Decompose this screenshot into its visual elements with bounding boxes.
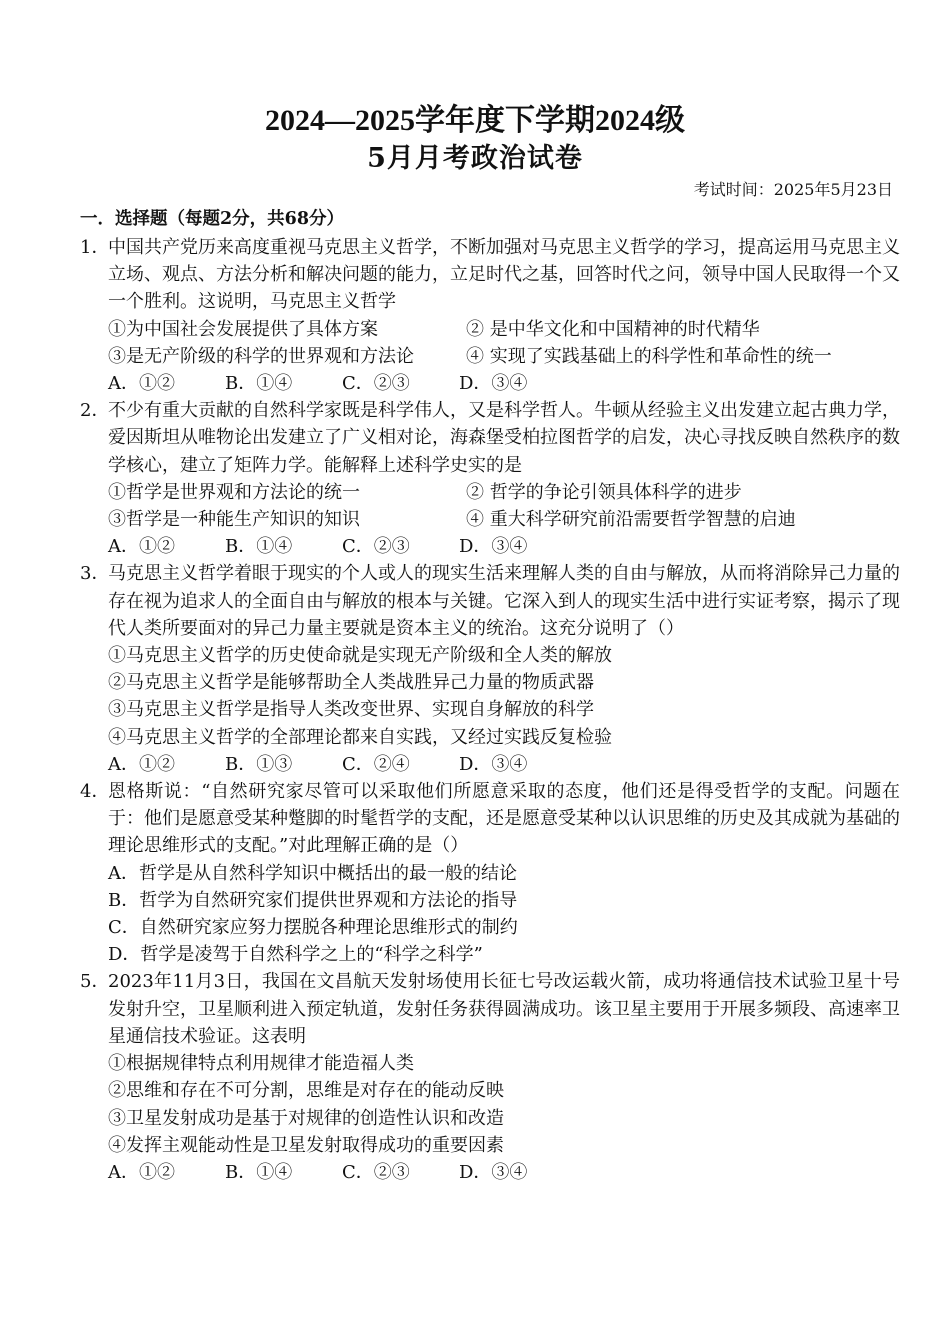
statement-options: [80, 642, 900, 751]
question-number: 3．: [80, 563, 110, 585]
statement-option: ③卫星发射成功是基于对规律的创造性认识和改造: [108, 1107, 504, 1129]
statement-option: ② 哲学的争论引领具体科学的进步: [466, 481, 742, 503]
question-text: 不少有重大贡献的自然科学家既是科学伟人，又是科学哲人。牛顿从经验主义出发建立起古典力学，爱因斯坦从唯物论出发建立了广义相对论，海森堡受柏拉图哲学的启发，决心寻找反映自然秩序的数学核心，建立了矩阵力学。能解释上述科学史实的是: [108, 400, 900, 476]
statement-option: ③哲学是一种能生产知识的知识: [108, 509, 360, 531]
statement-option: ③是无产阶级的科学的世界观和方法论: [108, 345, 414, 367]
answer-choice-a: A．①②: [108, 1161, 175, 1183]
answer-choice-a: A．①②: [108, 536, 175, 558]
exam-subtitle: 5月月考政治试卷: [367, 143, 583, 174]
answer-choices: [80, 533, 900, 560]
question-text: 恩格斯说：“自然研究家尽管可以采取他们所愿意采取的态度，他们还是得受哲学的支配。问题在于：他们是愿意受某种蹩脚的时髦哲学的支配，还是愿意受某种以认识思维的历史及其成就为基础的理论思维形式的支配。”对此理解正确的是（）: [108, 781, 900, 857]
question-5: [80, 968, 900, 1186]
statement-options: [80, 479, 900, 533]
answer-choice-d: D．哲学是凌驾于自然科学之上的“科学之科学”: [108, 944, 483, 966]
question-number: 1．: [80, 237, 110, 258]
answer-choice-c: C．②③: [342, 536, 410, 558]
statement-option: ①根据规律特点利用规律才能造福人类: [108, 1053, 414, 1075]
answer-choice-d: D．③④: [459, 536, 528, 558]
answer-choice-b: B．①④: [225, 373, 293, 395]
answer-choice-b: B．①④: [225, 1161, 293, 1183]
answer-choice-b: B．①④: [225, 536, 293, 558]
question-text: 中国共产党历来高度重视马克思主义哲学，不断加强对马克思主义哲学的学习，提高运用马克思主义立场、观点、方法分析和解决问题的能力，立足时代之基，回答时代之问，领导中国人民取得一个又一个胜利。这说明，马克思主义哲学: [108, 237, 900, 313]
exam-title: 2024—2025学年度下学期2024级: [265, 104, 685, 137]
answer-choice-c: C．②③: [342, 373, 410, 395]
answer-choice-d: D．③④: [459, 373, 528, 395]
answer-choice-a: A．①②: [108, 373, 175, 395]
statement-option: ④ 实现了实践基础上的科学性和革命性的统一: [466, 345, 832, 367]
answer-choice-c: C．自然研究家应努力摆脱各种理论思维形式的制约: [108, 917, 518, 939]
exam-time: 考试时间：2025年5月23日: [693, 180, 893, 199]
statement-option: ④发挥主观能动性是卫星发射取得成功的重要因素: [108, 1134, 504, 1156]
statement-options: [80, 316, 900, 370]
answer-choice-c: C．②③: [342, 1161, 410, 1183]
statement-options: [80, 1050, 900, 1159]
statement-option: ② 是中华文化和中国精神的时代精华: [466, 318, 760, 340]
question-number: 2．: [80, 400, 110, 422]
answer-choice-d: D．③④: [459, 753, 528, 775]
question-3: [80, 560, 900, 778]
answer-choices: [80, 1159, 900, 1186]
answer-choices: [80, 370, 900, 397]
question-number: 4．: [80, 781, 110, 803]
statement-option: ②思维和存在不可分割，思维是对存在的能动反映: [108, 1080, 504, 1102]
statement-option: ①马克思主义哲学的历史使命就是实现无产阶级和全人类的解放: [108, 645, 612, 667]
answer-choices: [80, 751, 900, 778]
section-title: 一．选择题（每题2分，共68分）: [80, 209, 345, 229]
question-text: 马克思主义哲学着眼于现实的个人或人的现实生活来理解人类的自由与解放，从而将消除异己力量的存在视为追求人的全面自由与解放的根本与关键。它深入到人的现实生活中进行实证考察，揭示了现代人类所要面对的异己力量主要就是资本主义的统治。这充分说明了（）: [108, 563, 900, 639]
statement-option: ②马克思主义哲学是能够帮助全人类战胜异己力量的物质武器: [108, 672, 594, 694]
question-stem: [80, 968, 900, 1050]
question-stem: [80, 560, 900, 642]
statement-option: ①为中国社会发展提供了具体方案: [108, 318, 378, 340]
answer-choice-a: A．哲学是从自然科学知识中概括出的最一般的结论: [108, 862, 517, 884]
question-stem: [80, 234, 900, 316]
statement-option: ④ 重大科学研究前沿需要哲学智慧的启迪: [466, 509, 796, 531]
question-2: [80, 397, 900, 560]
statement-option: ③马克思主义哲学是指导人类改变世界、实现自身解放的科学: [108, 699, 594, 721]
exam-content: [80, 206, 900, 1186]
answer-choice-b: B．哲学为自然研究家们提供世界观和方法论的指导: [108, 889, 518, 911]
question-stem: [80, 397, 900, 479]
statement-option: ④马克思主义哲学的全部理论都来自实践，又经过实践反复检验: [108, 726, 612, 748]
statement-option: ①哲学是世界观和方法论的统一: [108, 481, 360, 503]
answer-choice-b: B．①③: [225, 753, 293, 775]
question-number: 5．: [80, 971, 110, 993]
question-text: 2023年11月3日，我国在文昌航天发射场使用长征七号改运载火箭，成功将通信技术试验卫星十号发射升空，卫星顺利进入预定轨道，发射任务获得圆满成功。该卫星主要用于开展多频段、高速率卫星通信技术验证。这表明: [108, 971, 900, 1047]
answer-choice-a: A．①②: [108, 753, 175, 775]
answer-choices: [80, 860, 900, 969]
question-1: [80, 234, 900, 397]
question-stem: [80, 778, 900, 860]
answer-choice-d: D．③④: [459, 1161, 528, 1183]
question-4: [80, 778, 900, 968]
answer-choice-c: C．②④: [342, 753, 410, 775]
